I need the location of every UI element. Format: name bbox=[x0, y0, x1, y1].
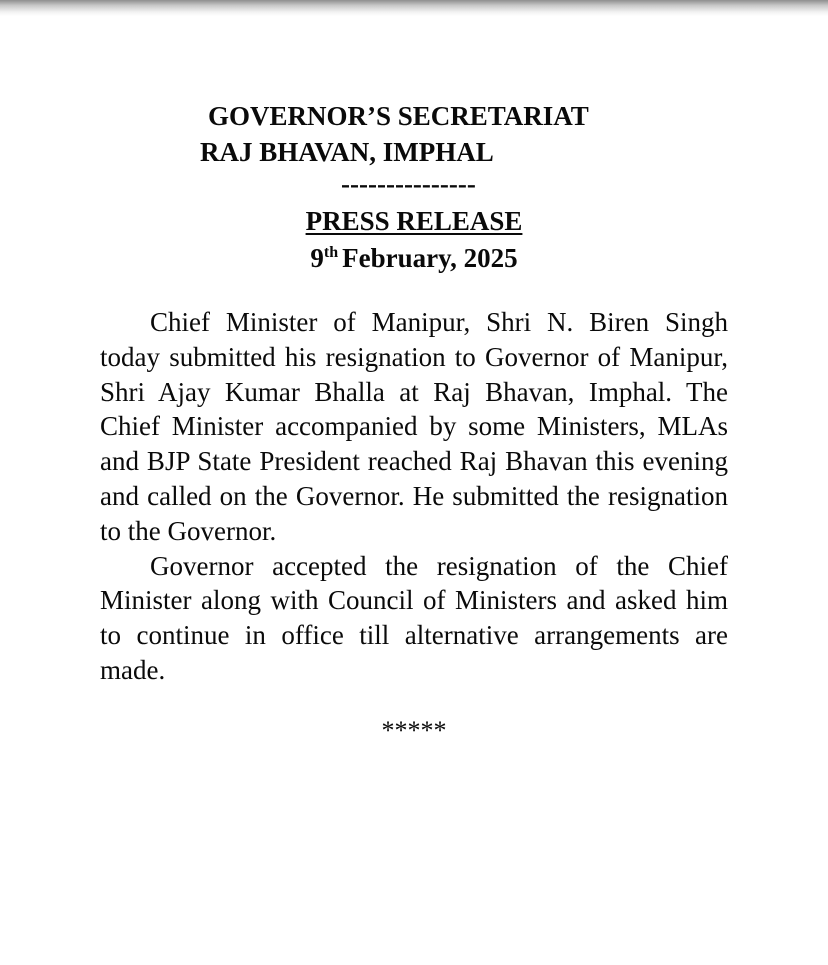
organization-heading: GOVERNOR’S SECRETARIAT bbox=[208, 101, 589, 131]
address-heading: RAJ BHAVAN, IMPHAL bbox=[200, 137, 494, 167]
body-paragraph-2: Governor accepted the resignation of the Chief Minister along with Council of Ministers and asked him to continue in office till alternative arrangements are made. bbox=[100, 550, 728, 685]
date-month-year: February, 2025 bbox=[342, 243, 518, 273]
release-body bbox=[100, 305, 728, 688]
press-release-title: PRESS RELEASE bbox=[305, 206, 523, 236]
heading-separator: --------------- bbox=[341, 169, 476, 199]
date-suffix: th bbox=[323, 244, 339, 261]
release-date bbox=[0, 242, 828, 274]
end-marker: ***** bbox=[381, 716, 447, 745]
date-day: 9 bbox=[310, 243, 324, 273]
body-paragraph-1: Chief Minister of Manipur, Shri N. Biren Singh today submitted his resignation to Governor of Manipur, Shri Ajay Kumar Bhalla at Raj Bhavan, Imphal. The Chief Minister accompanied by some Ministers, MLAs and BJP State President reached Raj Bhavan this evening and called on the Governor. He submitted the resignation to the Governor. bbox=[100, 307, 728, 546]
